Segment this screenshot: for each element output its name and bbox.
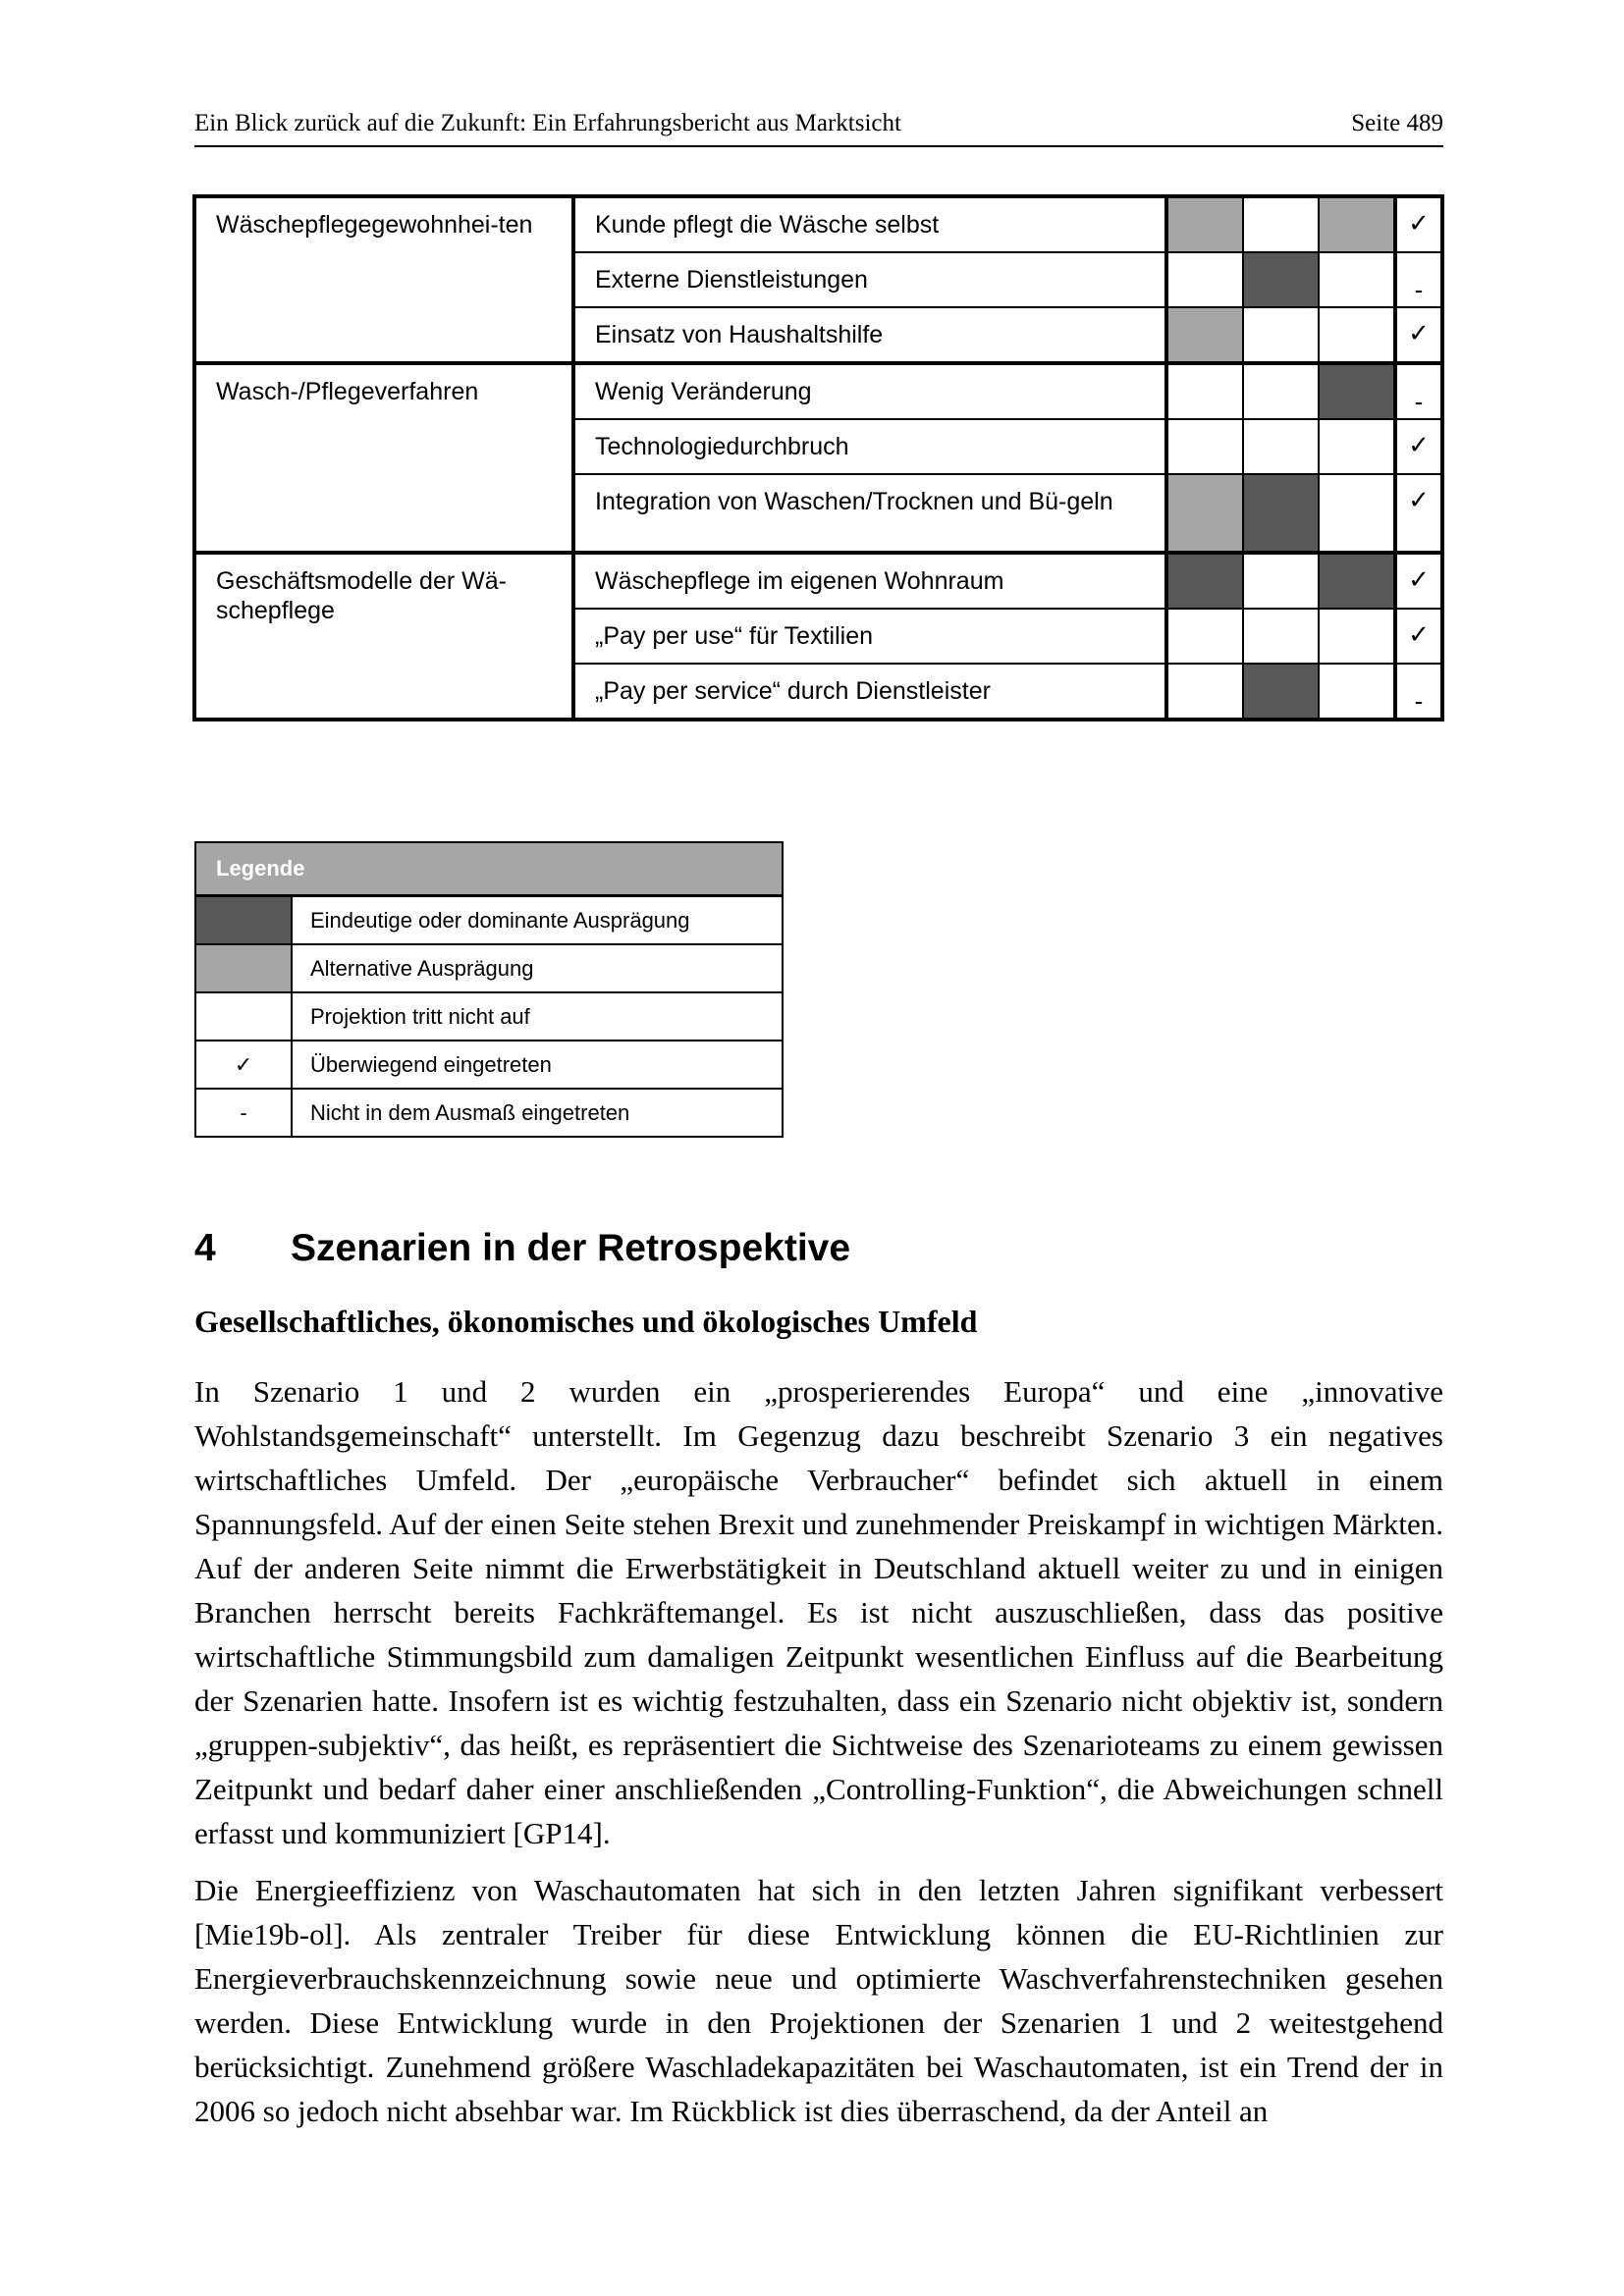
body-paragraph: In Szenario 1 und 2 wurden ein „prosperierendes Europa“ und eine „innovative Wohlstandsgemeinschaft“ unterstellt. Im Gegenzug dazu beschreibt Szenario 3 ein negatives wirtschaftliches Umfeld. Der „europäische Verbraucher“ befindet sich aktuell in einem Spannungsfeld. Auf der einen Seite stehen Brexit und zunehmender Preiskampf in wichtigen Märkten. Auf der anderen Seite nimmt die Erwerbstätigkeit in Deutschland aktuell weiter zu und in einigen Branchen herrscht bereits Fachkräftemangel. Es ist nicht auszuschließen, dass das positive wirtschaftliche Stimmungsbild zum damaligen Zeitpunkt wesentlichen Einfluss auf die Bearbeitung der Szenarien hatte. Insofern ist es wichtig festzuhalten, dass ein Szenario nicht objektiv ist, sondern „gruppen-subjektiv“, das heißt, es repräsentiert die Sichtweise des Szenarioteams zu einem gewissen Zeitpunkt und bedarf daher einer anschließenden „Controlling-Funktion“, die Abweichungen schnell erfasst und kommuniziert [GP14]. [194, 1374, 1443, 1850]
scenario-1-cell-none [1166, 609, 1243, 664]
scenario-3-cell-dark [1319, 363, 1395, 419]
scenario-3-cell-none [1319, 307, 1395, 363]
scenario-2-cell-dark [1243, 252, 1319, 307]
legend-title: Legende [195, 842, 783, 896]
checkmark-icon: ✓ [195, 1041, 292, 1089]
category-label: Wasch-/Pflegeverfahren [194, 363, 573, 553]
projection-label: Externe Dienstleistungen [573, 252, 1166, 307]
legend-swatch-dark [195, 896, 292, 945]
checkmark-icon: ✓ [1395, 419, 1442, 474]
body-paragraph: Die Energieeffizienz von Waschautomaten hat sich in den letzten Jahren signifikant verbessert [Mie19b-ol]. Als zentraler Treiber für diese Entwicklung können die EU-Richtlinien zur Energieverbrauchskennzeichnung sowie neue und optimierte Waschverfahrenstechniken gesehen werden. Diese Entwicklung wurde in den Projektionen der Szenarien 1 und 2 weitestgehend berücksichtigt. Zunehmend größere Waschladekapazitäten bei Waschautomaten, ist ein Trend der in 2006 so jedoch nicht absehbar war. Im Rückblick ist dies überraschend, da der Anteil an [194, 1873, 1443, 2128]
table-row [194, 363, 1442, 419]
scenario-3-cell-dark [1319, 553, 1395, 609]
scenario-1-cell-none [1166, 363, 1243, 419]
scenario-2-cell-none [1243, 363, 1319, 419]
scenario-3-cell-none [1319, 664, 1395, 720]
dash-mark: - [1395, 664, 1442, 720]
scenario-2-cell-none [1243, 307, 1319, 363]
scenario-3-cell-none [1319, 252, 1395, 307]
section-number: 4 [194, 1227, 216, 1269]
scenario-1-cell-none [1166, 664, 1243, 720]
category-label: Geschäftsmodelle der Wä-schepflege [194, 553, 573, 720]
scenario-1-cell-light [1166, 307, 1243, 363]
legend-swatch-none [195, 992, 292, 1041]
scenario-1-cell-none [1166, 419, 1243, 474]
projection-label: Wäschepflege im eigenen Wohnraum [573, 553, 1166, 609]
page-number: Seite 489 [1351, 110, 1443, 136]
legend-text: Überwiegend eingetreten [292, 1041, 783, 1089]
running-header-title: Ein Blick zurück auf die Zukunft: Ein Erfahrungsbericht aus Marktsicht [194, 110, 901, 136]
dash-mark: - [1395, 252, 1442, 307]
checkmark-icon: ✓ [1395, 196, 1442, 252]
scenario-2-cell-none [1243, 553, 1319, 609]
checkmark-icon: ✓ [1395, 474, 1442, 553]
legend-swatch-light [195, 944, 292, 992]
checkmark-icon: ✓ [1395, 307, 1442, 363]
legend-row [195, 944, 783, 992]
legend-text: Projektion tritt nicht auf [292, 992, 783, 1041]
legend-row [195, 992, 783, 1041]
projection-label: Wenig Veränderung [573, 363, 1166, 419]
projection-label: „Pay per service“ durch Dienstleister [573, 664, 1166, 720]
legend-row [195, 896, 783, 945]
legend-row [195, 1089, 783, 1137]
projection-label: „Pay per use“ für Textilien [573, 609, 1166, 664]
dash-mark: - [1395, 363, 1442, 419]
scenario-2-cell-dark [1243, 664, 1319, 720]
projection-label: Einsatz von Haushaltshilfe [573, 307, 1166, 363]
legend-text: Nicht in dem Ausmaß eingetreten [292, 1089, 783, 1137]
projection-label: Integration von Waschen/Trocknen und Bü-geln [573, 474, 1166, 553]
legend-row [195, 1041, 783, 1089]
scenario-2-cell-none [1243, 196, 1319, 252]
scenario-2-cell-none [1243, 609, 1319, 664]
scenario-3-cell-none [1319, 474, 1395, 553]
legend-table [194, 841, 784, 1138]
legend-text: Alternative Ausprägung [292, 944, 783, 992]
subheading: Gesellschaftliches, ökonomisches und ökologisches Umfeld [194, 1304, 978, 1339]
projection-label: Kunde pflegt die Wäsche selbst [573, 196, 1166, 252]
scenario-3-cell-light [1319, 196, 1395, 252]
projection-label: Technologiedurchbruch [573, 419, 1166, 474]
table-row [194, 553, 1442, 609]
running-header [194, 108, 1443, 147]
dash-mark: - [195, 1089, 292, 1137]
table-row [194, 196, 1442, 252]
scenario-3-cell-none [1319, 609, 1395, 664]
legend-text: Eindeutige oder dominante Ausprägung [292, 896, 783, 945]
scenario-1-cell-light [1166, 474, 1243, 553]
section-title: Szenarien in der Retrospektive [291, 1227, 851, 1269]
section-heading [194, 1227, 850, 1270]
scenario-3-cell-none [1319, 419, 1395, 474]
scenario-matrix-table [192, 194, 1444, 721]
scenario-1-cell-none [1166, 252, 1243, 307]
scenario-1-cell-dark [1166, 553, 1243, 609]
category-label: Wäschepflegegewohnhei-ten [194, 196, 573, 363]
scenario-2-cell-dark [1243, 474, 1319, 553]
checkmark-icon: ✓ [1395, 553, 1442, 609]
scenario-1-cell-light [1166, 196, 1243, 252]
checkmark-icon: ✓ [1395, 609, 1442, 664]
scenario-2-cell-none [1243, 419, 1319, 474]
